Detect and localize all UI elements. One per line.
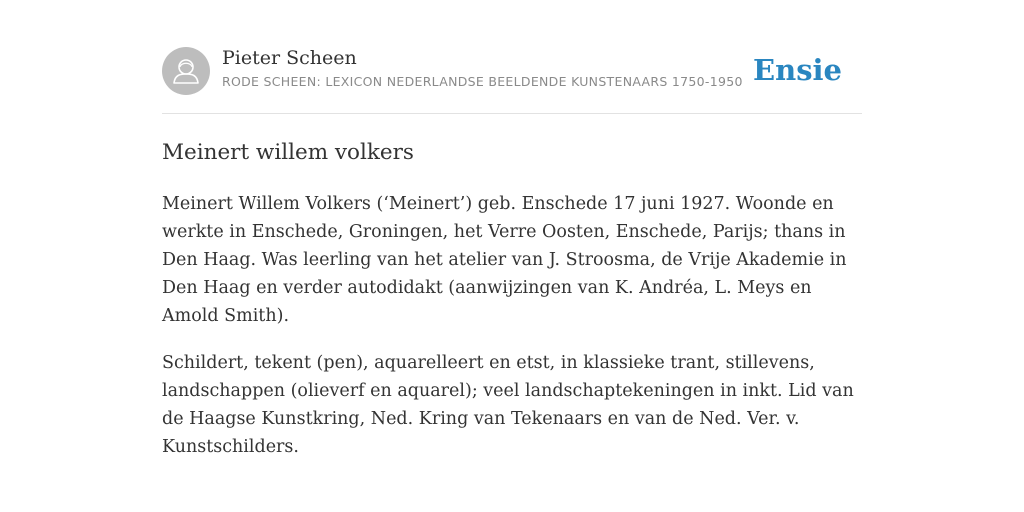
author-avatar[interactable] [162,47,210,95]
article-body [162,190,862,480]
user-icon [162,47,210,95]
article-header [162,46,862,96]
source-title[interactable]: RODE SCHEEN: LEXICON NEDERLANDSE BEELDENDE KUNSTENAARS 1750-1950 [222,74,743,89]
ensie-logo[interactable]: Ensie [753,53,842,87]
header-divider [162,113,862,114]
article-title: Meinert willem volkers [162,140,414,165]
paragraph: Schildert, tekent (pen), aquarelleert en etst, in klassieke trant, stillevens, landschappen (olieverf en aquarel); veel landschaptekeningen in inkt. Lid van de Haagse Kunstkring, Ned. Kring van Tekenaars en van de Ned. Ver. v. Kunstschilders. [162,353,854,457]
paragraph: Meinert Willem Volkers (‘Meinert’) geb. Enschede 17 juni 1927. Woonde en werkte in Enschede, Groningen, het Verre Oosten, Enschede, Parijs; thans in Den Haag. Was leerling van het atelier van J. Stroosma, de Vrije Akademie in Den Haag en verder autodidakt (aanwijzingen van K. Andréa, L. Meys en Amold Smith). [162,194,847,326]
author-name[interactable]: Pieter Scheen [222,47,357,69]
